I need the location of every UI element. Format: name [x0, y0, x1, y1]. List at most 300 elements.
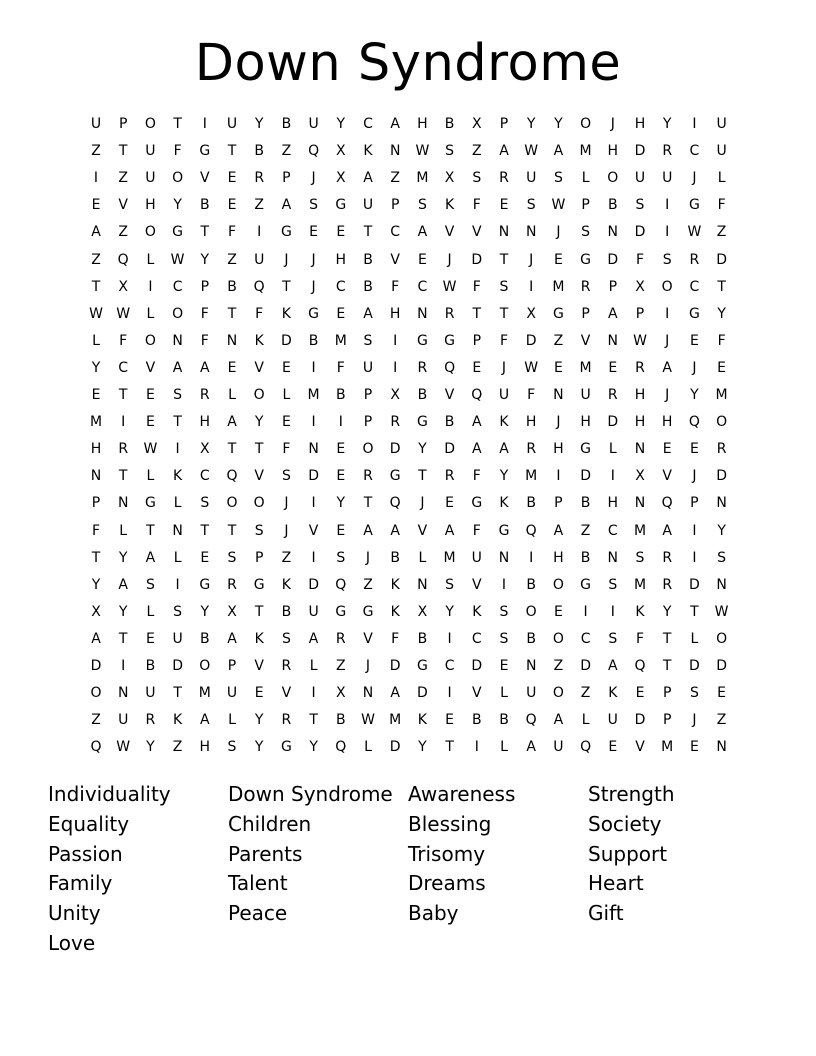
grid-letter: J: [420, 495, 425, 512]
grid-letter: V: [472, 576, 482, 593]
grid-letter: C: [172, 278, 183, 295]
grid-letter: Y: [526, 116, 536, 132]
grid-letter: R: [254, 170, 265, 187]
grid-letter: D: [308, 576, 319, 593]
grid-letter: Y: [254, 739, 264, 756]
grid-letter: N: [90, 468, 102, 485]
grid-letter: Z: [281, 549, 292, 566]
grid-letter: X: [472, 116, 482, 132]
grid-letter: R: [662, 549, 673, 566]
grid-letter: I: [311, 495, 316, 512]
grid-letter: N: [716, 739, 727, 756]
word-list-item: Children: [228, 811, 312, 836]
word-list-item: Dreams: [408, 871, 486, 896]
grid-letter: F: [635, 630, 645, 647]
grid-letter: B: [363, 278, 373, 295]
grid-letter: Z: [254, 197, 264, 214]
grid-letter: A: [390, 685, 400, 702]
grid-letter: L: [282, 387, 291, 403]
grid-letter: W: [524, 143, 539, 160]
grid-letter: Q: [580, 739, 592, 756]
grid-letter: Q: [335, 739, 347, 756]
grid-letter: D: [634, 143, 646, 160]
grid-letter: I: [529, 278, 534, 295]
grid-letter: G: [199, 143, 211, 160]
grid-letter: U: [526, 170, 537, 187]
grid-letter: O: [580, 116, 592, 132]
grid-letter: P: [390, 197, 400, 214]
grid-letter: S: [526, 197, 536, 214]
grid-letter: M: [633, 576, 647, 593]
grid-letter: J: [447, 251, 452, 268]
grid-letter: B: [526, 495, 536, 512]
grid-letter: E: [472, 359, 482, 376]
grid-letter: E: [227, 359, 237, 376]
grid-letter: B: [308, 332, 319, 349]
grid-letter: O: [552, 576, 564, 593]
grid-letter: N: [117, 495, 129, 512]
word-list-item: Blessing: [408, 811, 492, 836]
grid-letter: H: [335, 251, 347, 268]
grid-letter: B: [227, 278, 237, 295]
grid-letter: X: [526, 305, 536, 322]
grid-letter: J: [692, 359, 697, 376]
grid-letter: A: [91, 630, 101, 647]
word-list: [48, 779, 768, 979]
grid-letter: N: [634, 495, 646, 512]
grid-letter: B: [444, 414, 455, 431]
grid-letter: H: [553, 441, 564, 458]
grid-letter: V: [118, 197, 128, 214]
grid-letter: B: [580, 495, 591, 512]
grid-letter: R: [580, 278, 591, 295]
grid-letter: F: [282, 441, 291, 458]
grid-letter: U: [471, 549, 482, 566]
grid-letter: T: [472, 305, 482, 322]
grid-letter: I: [175, 441, 180, 458]
grid-letter: L: [228, 712, 236, 729]
word-list-item: Gift: [588, 901, 624, 926]
grid-letter: N: [607, 549, 619, 566]
grid-letter: Z: [716, 712, 727, 729]
grid-letter: S: [717, 549, 727, 566]
grid-letter: T: [200, 224, 210, 241]
word-list-item: Equality: [48, 811, 130, 836]
grid-letter: I: [610, 603, 615, 620]
grid-letter: A: [91, 224, 101, 241]
grid-letter: D: [525, 332, 537, 349]
grid-letter: L: [581, 170, 590, 187]
grid-letter: U: [308, 603, 319, 620]
grid-letter: K: [173, 712, 183, 729]
word-list-item: Individuality: [48, 782, 171, 806]
grid-letter: I: [692, 116, 697, 132]
grid-letter: M: [307, 387, 320, 403]
grid-letter: G: [144, 495, 156, 512]
grid-letter: Z: [716, 224, 727, 241]
grid-letter: W: [687, 224, 702, 241]
grid-letter: P: [662, 712, 672, 729]
grid-letter: E: [91, 387, 101, 403]
grid-letter: R: [444, 305, 455, 322]
grid-letter: O: [253, 495, 265, 512]
grid-letter: T: [118, 468, 128, 485]
grid-letter: K: [281, 305, 291, 322]
grid-letter: I: [447, 630, 452, 647]
grid-letter: M: [661, 739, 674, 756]
grid-letter: H: [661, 414, 673, 431]
grid-letter: I: [583, 603, 588, 620]
grid-letter: Y: [118, 603, 128, 620]
grid-letter: Y: [254, 712, 264, 729]
grid-letter: D: [634, 224, 646, 241]
grid-letter: R: [199, 387, 210, 403]
grid-letter: J: [365, 658, 371, 674]
grid-letter: G: [253, 576, 265, 593]
grid-letter: O: [362, 441, 374, 458]
grid-letter: V: [635, 739, 645, 756]
grid-letter: A: [417, 224, 428, 241]
grid-letter: E: [499, 658, 509, 674]
grid-letter: X: [118, 278, 128, 295]
grid-letter: Y: [146, 739, 155, 756]
grid-letter: S: [445, 143, 455, 160]
grid-letter: I: [148, 278, 153, 295]
grid-letter: T: [282, 278, 291, 295]
grid-letter: Q: [335, 576, 347, 593]
grid-letter: O: [552, 630, 564, 647]
grid-letter: L: [173, 495, 182, 512]
grid-letter: A: [390, 116, 400, 132]
grid-letter: B: [417, 387, 428, 403]
grid-letter: P: [581, 197, 590, 214]
grid-letter: Z: [363, 576, 373, 593]
grid-letter: F: [336, 359, 345, 376]
grid-letter: U: [145, 143, 156, 160]
grid-letter: U: [498, 387, 510, 403]
grid-letter: B: [254, 143, 264, 160]
grid-letter: Z: [281, 143, 292, 160]
grid-letter: J: [692, 468, 697, 485]
grid-letter: A: [608, 658, 618, 674]
grid-letter: N: [607, 332, 619, 349]
grid-letter: H: [634, 414, 646, 431]
grid-letter: N: [226, 332, 238, 349]
grid-letter: O: [90, 685, 102, 702]
grid-letter: R: [689, 251, 700, 268]
grid-letter: O: [552, 685, 564, 702]
grid-letter: N: [553, 387, 564, 403]
grid-letter: Y: [309, 739, 318, 756]
grid-letter: U: [145, 685, 156, 702]
grid-letter: Z: [390, 170, 400, 187]
grid-letter: Y: [200, 251, 210, 268]
grid-letter: T: [363, 495, 373, 512]
grid-letter: V: [662, 468, 672, 485]
grid-letter: T: [418, 468, 427, 485]
grid-letter: E: [281, 414, 291, 431]
grid-letter: L: [119, 522, 128, 539]
grid-letter: M: [579, 143, 592, 160]
grid-letter: E: [336, 522, 346, 539]
grid-letter: T: [146, 522, 155, 539]
grid-letter: D: [607, 251, 619, 268]
grid-letter: A: [499, 143, 509, 160]
grid-letter: A: [499, 441, 509, 458]
word-list-item: Family: [48, 871, 113, 896]
grid-letter: Q: [471, 387, 483, 403]
grid-letter: D: [716, 251, 727, 268]
grid-letter: V: [281, 685, 292, 702]
grid-letter: E: [336, 468, 346, 485]
word-list-item: Trisomy: [408, 841, 486, 866]
grid-letter: E: [145, 387, 155, 403]
grid-letter: J: [284, 495, 289, 512]
grid-letter: V: [390, 251, 400, 268]
grid-letter: E: [91, 197, 101, 214]
grid-letter: F: [91, 522, 101, 539]
grid-letter: E: [281, 359, 291, 376]
grid-letter: B: [526, 576, 536, 593]
grid-letter: V: [254, 658, 264, 674]
grid-letter: C: [118, 359, 129, 376]
grid-letter: P: [363, 414, 373, 431]
grid-letter: T: [717, 278, 726, 295]
grid-letter: U: [526, 685, 537, 702]
grid-letter: U: [716, 116, 727, 132]
grid-letter: V: [444, 387, 455, 403]
grid-letter: U: [90, 116, 102, 132]
grid-letter: R: [499, 170, 509, 187]
grid-letter: E: [608, 739, 618, 756]
grid-letter: O: [144, 224, 156, 241]
grid-letter: S: [608, 630, 618, 647]
grid-letter: C: [335, 278, 346, 295]
grid-letter: T: [662, 658, 672, 674]
grid-letter: H: [525, 414, 537, 431]
grid-letter: Y: [717, 522, 726, 539]
grid-letter: O: [253, 387, 265, 403]
grid-letter: U: [662, 170, 673, 187]
grid-letter: I: [311, 359, 316, 376]
grid-letter: B: [145, 658, 156, 674]
grid-letter: D: [689, 576, 700, 593]
grid-letter: T: [118, 630, 128, 647]
grid-letter: N: [525, 658, 537, 674]
grid-letter: U: [226, 685, 238, 702]
word-list-item: Down Syndrome: [228, 782, 393, 806]
grid-letter: G: [308, 305, 320, 322]
grid-letter: R: [335, 630, 346, 647]
grid-letter: A: [553, 712, 564, 729]
grid-letter: T: [254, 441, 264, 458]
grid-letter: H: [90, 441, 102, 458]
grid-letter: O: [525, 603, 537, 620]
grid-letter: G: [362, 603, 374, 620]
grid-letter: R: [145, 712, 156, 729]
grid-letter: D: [281, 332, 292, 349]
grid-letter: S: [499, 278, 509, 295]
grid-letter: H: [417, 116, 428, 132]
grid-letter: X: [444, 170, 455, 187]
grid-letter: K: [608, 685, 618, 702]
grid-letter: R: [417, 359, 428, 376]
grid-letter: W: [143, 441, 158, 458]
grid-letter: P: [227, 658, 237, 674]
grid-letter: W: [633, 332, 647, 349]
grid-letter: X: [336, 170, 346, 187]
grid-letter: T: [91, 549, 101, 566]
grid-letter: F: [499, 332, 509, 349]
grid-letter: N: [525, 224, 537, 241]
grid-letter: O: [172, 305, 184, 322]
grid-letter: Y: [200, 603, 210, 620]
grid-letter: O: [226, 495, 238, 512]
grid-letter: L: [500, 739, 508, 756]
grid-letter: A: [363, 170, 373, 187]
grid-letter: S: [472, 170, 482, 187]
grid-letter: B: [390, 549, 400, 566]
grid-letter: Y: [662, 603, 672, 620]
grid-letter: G: [416, 658, 428, 674]
grid-letter: T: [173, 685, 182, 702]
grid-letter: Y: [173, 197, 182, 214]
grid-letter: J: [665, 387, 670, 403]
grid-letter: J: [365, 549, 371, 566]
grid-letter: L: [228, 387, 236, 403]
grid-letter: I: [311, 685, 316, 702]
grid-letter: U: [145, 170, 156, 187]
grid-letter: E: [553, 603, 563, 620]
grid-letter: A: [608, 305, 618, 322]
grid-letter: N: [417, 305, 428, 322]
grid-letter: X: [336, 685, 346, 702]
grid-letter: P: [91, 495, 101, 512]
grid-letter: W: [714, 603, 729, 620]
grid-letter: D: [471, 658, 483, 674]
grid-letter: F: [200, 305, 209, 322]
grid-letter: D: [580, 468, 591, 485]
grid-letter: S: [200, 495, 210, 512]
grid-letter: S: [227, 549, 237, 566]
grid-letter: L: [608, 441, 617, 458]
grid-letter: M: [525, 468, 538, 485]
grid-letter: B: [281, 603, 292, 620]
grid-letter: T: [227, 143, 237, 160]
grid-letter: T: [118, 387, 128, 403]
grid-letter: W: [415, 143, 430, 160]
grid-letter: T: [363, 224, 373, 241]
grid-letter: Y: [91, 576, 101, 593]
grid-letter: X: [336, 143, 346, 160]
grid-letter: J: [529, 251, 534, 268]
grid-letter: H: [607, 495, 619, 512]
grid-letter: J: [284, 251, 289, 268]
grid-letter: U: [362, 197, 374, 214]
grid-letter: D: [689, 658, 700, 674]
grid-letter: I: [692, 549, 697, 566]
grid-letter: G: [580, 441, 592, 458]
grid-letter: A: [553, 522, 564, 539]
grid-letter: I: [393, 359, 398, 376]
grid-letter: E: [553, 251, 563, 268]
grid-letter: L: [309, 658, 318, 674]
grid-letter: A: [308, 630, 319, 647]
grid-letter: R: [716, 441, 727, 458]
grid-letter: I: [529, 549, 534, 566]
grid-letter: S: [173, 603, 183, 620]
page-title: Down Syndrome: [194, 34, 622, 93]
grid-letter: H: [199, 414, 211, 431]
grid-letter: M: [552, 278, 565, 295]
grid-letter: T: [227, 522, 237, 539]
grid-letter: B: [580, 549, 591, 566]
grid-letter: Z: [580, 685, 591, 702]
grid-letter: G: [498, 522, 510, 539]
grid-letter: U: [362, 359, 374, 376]
grid-letter: V: [254, 359, 264, 376]
grid-letter: D: [634, 712, 646, 729]
grid-letter: Q: [634, 658, 646, 674]
grid-letter: F: [391, 630, 400, 647]
grid-letter: G: [280, 739, 292, 756]
grid-letter: W: [116, 305, 131, 322]
grid-letter: D: [389, 658, 401, 674]
grid-letter: E: [227, 197, 237, 214]
grid-letter: F: [472, 468, 481, 485]
grid-letter: M: [198, 685, 211, 702]
grid-letter: D: [607, 414, 619, 431]
grid-letter: Y: [118, 549, 128, 566]
grid-letter: I: [393, 332, 398, 349]
grid-letter: F: [472, 197, 481, 214]
grid-letter: H: [199, 739, 211, 756]
grid-letter: L: [146, 251, 155, 268]
grid-letter: Q: [90, 739, 102, 756]
grid-letter: A: [281, 197, 292, 214]
grid-letter: Q: [389, 495, 401, 512]
grid-letter: C: [580, 630, 591, 647]
grid-letter: U: [634, 170, 646, 187]
grid-letter: V: [145, 359, 156, 376]
grid-letter: N: [716, 576, 727, 593]
grid-letter: V: [472, 224, 482, 241]
grid-letter: D: [580, 658, 591, 674]
grid-letter: J: [692, 712, 697, 729]
grid-letter: G: [172, 224, 184, 241]
grid-letter: L: [418, 549, 427, 566]
grid-letter: A: [390, 522, 400, 539]
grid-letter: Y: [499, 468, 509, 485]
grid-letter: U: [254, 251, 265, 268]
grid-letter: P: [200, 278, 210, 295]
grid-letter: O: [144, 332, 156, 349]
grid-letter: C: [689, 143, 700, 160]
grid-letter: C: [199, 468, 210, 485]
grid-letter: R: [662, 143, 673, 160]
grid-letter: C: [689, 278, 700, 295]
grid-letter: D: [389, 739, 401, 756]
grid-letter: H: [634, 116, 646, 132]
grid-letter: G: [335, 603, 347, 620]
grid-letter: M: [579, 359, 592, 376]
grid-letter: E: [417, 251, 427, 268]
grid-letter: S: [227, 739, 237, 756]
grid-letter: H: [580, 414, 591, 431]
grid-letter: K: [173, 468, 183, 485]
grid-letter: I: [692, 522, 697, 539]
grid-letter: K: [635, 603, 645, 620]
